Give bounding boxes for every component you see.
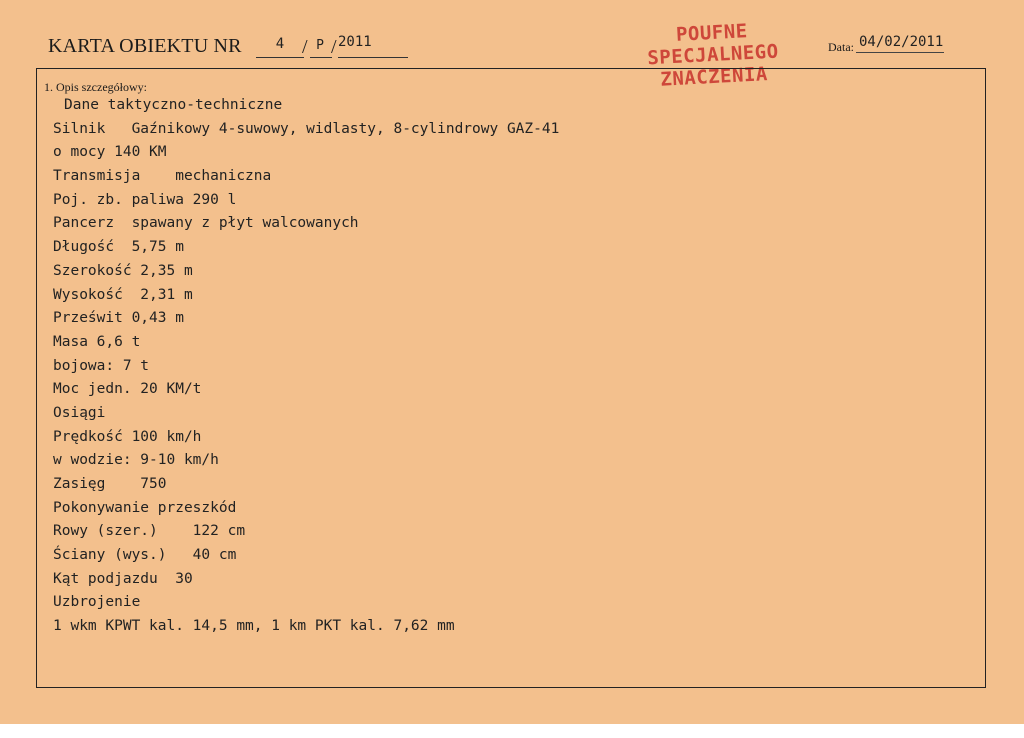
object-letter: P [316, 38, 324, 53]
spec-line: Pokonywanie przeszkód [53, 499, 237, 516]
object-number: 4 [275, 36, 285, 52]
spec-line: Kąt podjazdu 30 [53, 570, 193, 587]
spec-line: w wodzie: 9-10 km/h [53, 452, 219, 469]
card-title: KARTA OBIEKTU NR [48, 35, 242, 57]
stamp-line: ZNACZENIA [659, 63, 769, 91]
spec-line: Prędkość 100 km/h [53, 428, 202, 445]
spec-line: Ściany (wys.) 40 cm [53, 547, 237, 564]
letter-underline [310, 57, 332, 58]
spec-line: Moc jedn. 20 KM/t [53, 381, 202, 398]
date-value: 04/02/2011 [859, 34, 944, 50]
year-underline [338, 57, 408, 58]
date-underline [856, 52, 944, 53]
spec-line: Długość 5,75 m [53, 239, 184, 256]
object-year: 2011 [338, 34, 372, 50]
stamp-line: POUFNE [675, 20, 749, 46]
spec-line: Uzbrojenie [53, 594, 141, 611]
spec-line: Rowy (szer.) 122 cm [53, 523, 246, 540]
separator-slash: / [302, 36, 308, 58]
spec-line: Wysokość 2,31 m [53, 286, 193, 303]
spec-line: o mocy 140 KM [53, 144, 167, 161]
spec-line: Pancerz spawany z płyt walcowanych [53, 215, 359, 232]
spec-line: Szerokość 2,35 m [53, 262, 193, 279]
spec-line: Dane taktyczno-techniczne [64, 97, 283, 113]
spec-line: Masa 6,6 t [53, 333, 141, 350]
number-underline [256, 57, 304, 58]
separator-slash: / [331, 36, 337, 58]
spec-line: Transmisja mechaniczna [53, 168, 272, 185]
section-label: 1. Opis szczegółowy: [44, 80, 147, 94]
spec-line: Silnik Gaźnikowy 4-suwowy, widlasty, 8-cylindrowy GAZ-41 [53, 120, 560, 137]
spec-line: Osiągi [53, 404, 106, 421]
spec-line: bojowa: 7 t [53, 357, 150, 374]
stamp-line: SPECJALNEGO [646, 40, 780, 70]
spec-line: Prześwit 0,43 m [53, 310, 184, 327]
spec-line: Zasięg 750 [53, 476, 167, 492]
spec-line: Poj. zb. paliwa 290 l [53, 191, 237, 208]
date-label: Data: [828, 40, 854, 54]
spec-list [53, 94, 559, 639]
spec-line: 1 wkm KPWT kal. 14,5 mm, 1 km PKT kal. 7,62 mm [53, 618, 455, 635]
